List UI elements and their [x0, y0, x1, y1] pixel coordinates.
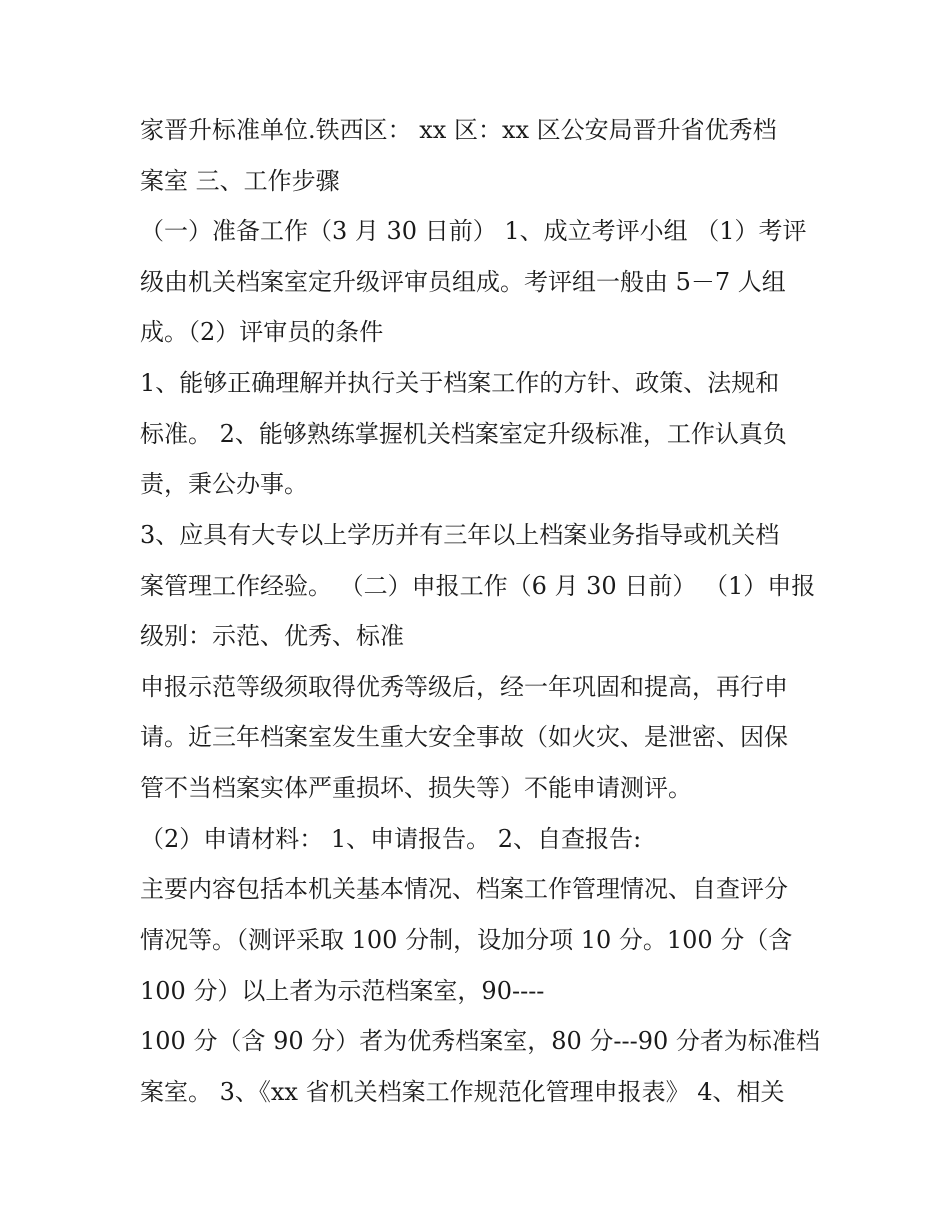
text-line: （一）准备工作（3 月 30 日前） 1、成立考评小组 （1）考评 [140, 217, 807, 245]
text-line: 家晋升标准单位.铁西区： xx 区：xx 区公安局晋升省优秀档 [140, 116, 777, 144]
text-line: 案管理工作经验。 （二）申报工作（6 月 30 日前） （1）申报 [140, 572, 816, 600]
text-line: 申报示范等级须取得优秀等级后，经一年巩固和提高，再行申 [140, 673, 788, 701]
text-line: 100 分）以上者为示范档案室，90---- [140, 977, 545, 1005]
text-line: 请。近三年档案室发生重大安全事故（如火灾、是泄密、因保 [140, 723, 788, 751]
text-line: 3、应具有大专以上学历并有三年以上档案业务指导或机关档 [140, 521, 780, 549]
text-line: 级别：示范、优秀、标准 [140, 622, 404, 650]
text-line: 标准。 2、能够熟练掌握机关档案室定升级标准，工作认真负 [140, 420, 787, 448]
text-line: 责，秉公办事。 [140, 470, 308, 498]
text-line: 管不当档案实体严重损坏、损失等）不能申请测评。 [140, 774, 692, 802]
text-line: 情况等。（测评采取 100 分制，设加分项 10 分。100 分（含 [140, 926, 793, 954]
text-line: 级由机关档案室定升级评审员组成。考评组一般由 5－7 人组 [140, 268, 786, 296]
text-line: 1、能够正确理解并执行关于档案工作的方针、政策、法规和 [140, 369, 780, 397]
text-line: 成。（2）评审员的条件 [140, 318, 384, 346]
text-line: 100 分（含 90 分）者为优秀档案室，80 分---90 分者为标准档 [140, 1027, 820, 1055]
text-line: 案室 三、工作步骤 [140, 167, 340, 195]
text-line: 主要内容包括本机关基本情况、档案工作管理情况、自查评分 [140, 875, 788, 903]
text-line: 案室。 3、《xx 省机关档案工作规范化管理申报表》 4、相关 [140, 1078, 785, 1106]
text-line: （2）申请材料： 1、申请报告。 2、自查报告: [140, 825, 642, 853]
